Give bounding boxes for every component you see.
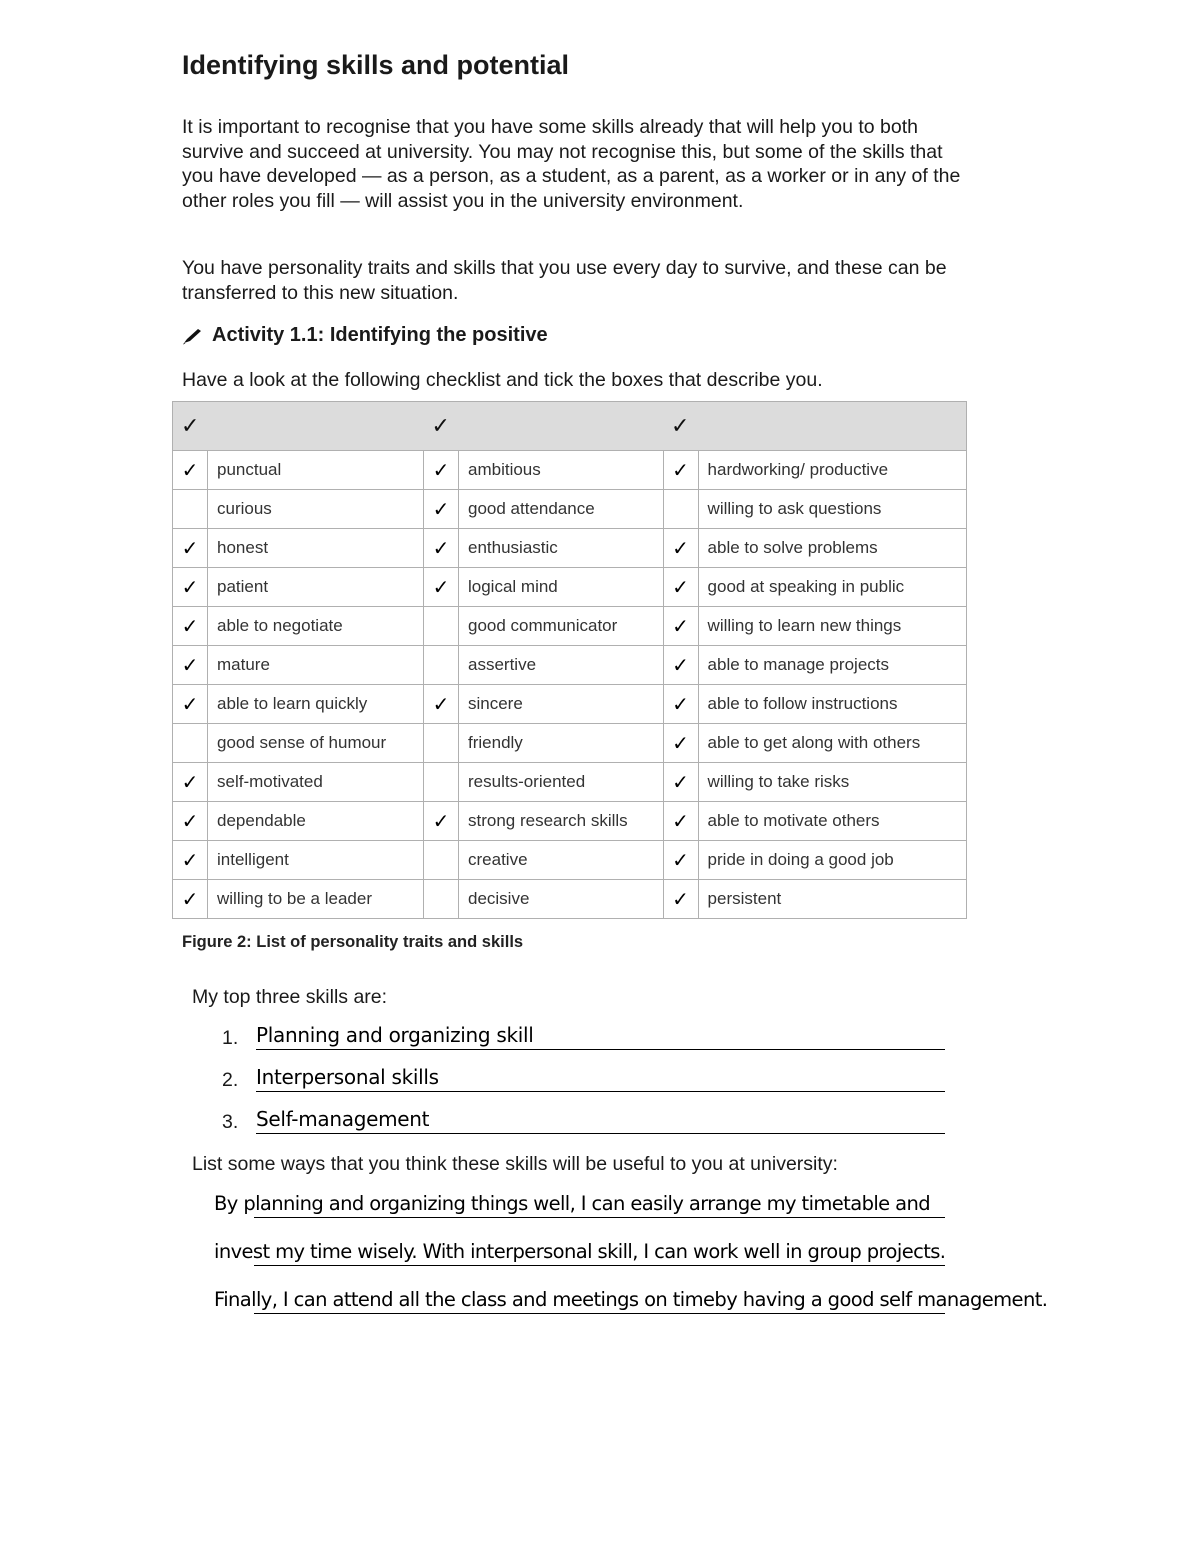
answer-underline	[254, 1313, 945, 1314]
checkmark-icon: ✓	[181, 771, 199, 794]
answer-underline	[256, 1091, 945, 1092]
checklist-row	[173, 685, 967, 724]
checkbox-cell[interactable]	[173, 724, 208, 763]
checkbox-cell[interactable]	[173, 529, 208, 568]
checkbox-cell[interactable]	[663, 880, 698, 919]
checkmark-icon: ✓	[181, 810, 199, 833]
trait-label: honest	[208, 529, 424, 568]
checkmark-icon: ✓	[672, 810, 689, 833]
checkbox-cell[interactable]	[173, 802, 208, 841]
checkmark-icon: ✓	[672, 537, 689, 560]
checkbox-cell[interactable]	[173, 490, 208, 529]
trait-label: willing to ask questions	[698, 490, 966, 529]
checkbox-cell[interactable]	[424, 607, 459, 646]
checkbox-cell[interactable]	[173, 451, 208, 490]
checkmark-icon: ✓	[432, 810, 450, 833]
skills-checklist-table	[172, 401, 967, 919]
trait-label: hardworking/ productive	[698, 451, 966, 490]
checkbox-cell[interactable]	[663, 607, 698, 646]
top-skill-number: 1.	[222, 1027, 239, 1049]
usefulness-intro: List some ways that you think these skills will be useful to you at university:	[192, 1153, 838, 1175]
pencil-icon	[182, 327, 204, 345]
checkmark-icon: ✓	[672, 771, 689, 794]
checkmark-icon: ✓	[181, 849, 199, 872]
trait-label: self-motivated	[208, 763, 424, 802]
checkbox-cell[interactable]	[424, 646, 459, 685]
answer-underline	[256, 1049, 945, 1050]
trait-label: good communicator	[459, 607, 664, 646]
checkmark-icon: ✓	[432, 537, 450, 560]
checkmark-icon: ✓	[672, 459, 689, 482]
top-skill-row-3	[222, 1100, 945, 1134]
checkmark-icon: ✓	[432, 498, 450, 521]
top-skill-number: 2.	[222, 1069, 239, 1091]
checkmark-icon: ✓	[181, 615, 199, 638]
header-tick-3: ✓	[663, 402, 966, 451]
checklist-row	[173, 607, 967, 646]
usefulness-answer-line-1[interactable]: By planning and organizing things well, I can easily arrange my timetable and	[214, 1192, 931, 1215]
trait-label: strong research skills	[459, 802, 664, 841]
trait-label: able to learn quickly	[208, 685, 424, 724]
checkbox-cell[interactable]	[663, 568, 698, 607]
checkmark-icon: ✓	[672, 576, 689, 599]
checklist-row	[173, 880, 967, 919]
checkbox-cell[interactable]	[663, 490, 698, 529]
header-tick-2: ✓	[424, 402, 664, 451]
trait-label: friendly	[459, 724, 664, 763]
trait-label: pride in doing a good job	[698, 841, 966, 880]
trait-label: punctual	[208, 451, 424, 490]
trait-label: able to follow instructions	[698, 685, 966, 724]
checkbox-cell[interactable]	[424, 724, 459, 763]
checkmark-icon: ✓	[432, 459, 450, 482]
trait-label: results-oriented	[459, 763, 664, 802]
trait-label: good attendance	[459, 490, 664, 529]
checkmark-icon: ✓	[672, 693, 689, 716]
activity-title: Activity 1.1: Identifying the positive	[212, 324, 548, 346]
checklist-header-row	[173, 402, 967, 451]
checkmark-icon: ✓	[181, 693, 199, 716]
checkmark-icon: ✓	[672, 654, 689, 677]
checkmark-icon: ✓	[181, 459, 199, 482]
checkbox-cell[interactable]	[663, 841, 698, 880]
activity-instruction: Have a look at the following checklist and tick the boxes that describe you.	[182, 369, 823, 391]
trait-label: willing to learn new things	[698, 607, 966, 646]
checkbox-cell[interactable]	[173, 607, 208, 646]
checkbox-cell[interactable]	[424, 802, 459, 841]
trait-label: assertive	[459, 646, 664, 685]
checkmark-icon: ✓	[181, 654, 199, 677]
checkbox-cell[interactable]	[173, 841, 208, 880]
checkbox-cell[interactable]	[663, 763, 698, 802]
usefulness-answer-line-2[interactable]: invest my time wisely. With interpersonal skill, I can work well in group projects.	[214, 1240, 946, 1263]
checkmark-icon: ✓	[181, 537, 199, 560]
checklist-row	[173, 568, 967, 607]
checkbox-cell[interactable]	[663, 451, 698, 490]
trait-label: persistent	[698, 880, 966, 919]
figure-caption: Figure 2: List of personality traits and skills	[182, 933, 524, 951]
checklist-row	[173, 646, 967, 685]
checkbox-cell[interactable]	[424, 490, 459, 529]
checkmark-icon: ✓	[181, 888, 199, 911]
activity-heading	[182, 324, 548, 347]
checkbox-cell[interactable]	[424, 685, 459, 724]
page-title: Identifying skills and potential	[182, 50, 570, 80]
checkbox-cell[interactable]	[173, 763, 208, 802]
checkbox-cell[interactable]	[173, 646, 208, 685]
trait-label: logical mind	[459, 568, 664, 607]
checkbox-cell[interactable]	[173, 685, 208, 724]
traits-paragraph: You have personality traits and skills that you use every day to survive, and these can be transferred to this new situation.	[182, 257, 947, 304]
answer-underline	[256, 1133, 945, 1134]
trait-label: mature	[208, 646, 424, 685]
checkbox-cell[interactable]	[663, 724, 698, 763]
checkmark-icon: ✓	[672, 732, 689, 755]
checkbox-cell[interactable]	[663, 529, 698, 568]
checklist-row	[173, 490, 967, 529]
usefulness-answer-line-3[interactable]: Finally, I can attend all the class and meetings on timeby having a good self management.	[214, 1288, 1048, 1311]
trait-label: curious	[208, 490, 424, 529]
header-tick-1: ✓	[173, 402, 424, 451]
trait-label: able to solve problems	[698, 529, 966, 568]
trait-label: willing to be a leader	[208, 880, 424, 919]
top-skill-answer[interactable]: Planning and organizing skill	[256, 1023, 534, 1047]
trait-label: enthusiastic	[459, 529, 664, 568]
checkmark-icon: ✓	[181, 576, 199, 599]
trait-label: good at speaking in public	[698, 568, 966, 607]
checkbox-cell[interactable]	[424, 763, 459, 802]
checklist-row	[173, 841, 967, 880]
trait-label: able to manage projects	[698, 646, 966, 685]
checkbox-cell[interactable]	[424, 451, 459, 490]
checkbox-cell[interactable]	[173, 880, 208, 919]
trait-label: sincere	[459, 685, 664, 724]
checklist-row	[173, 763, 967, 802]
checklist-row	[173, 724, 967, 763]
answer-underline	[254, 1217, 945, 1218]
top-skill-row-2	[222, 1058, 945, 1092]
trait-label: decisive	[459, 880, 664, 919]
trait-label: intelligent	[208, 841, 424, 880]
top-skills-intro: My top three skills are:	[192, 986, 388, 1008]
top-skill-row-1	[222, 1016, 945, 1050]
trait-label: able to motivate others	[698, 802, 966, 841]
trait-label: able to get along with others	[698, 724, 966, 763]
trait-label: dependable	[208, 802, 424, 841]
checkbox-cell[interactable]	[424, 880, 459, 919]
trait-label: good sense of humour	[208, 724, 424, 763]
checkbox-cell[interactable]	[424, 568, 459, 607]
checkbox-cell[interactable]	[424, 841, 459, 880]
checklist-row	[173, 802, 967, 841]
answer-underline	[254, 1265, 945, 1266]
checkbox-cell[interactable]	[663, 802, 698, 841]
trait-label: patient	[208, 568, 424, 607]
top-skill-answer[interactable]: Interpersonal skills	[256, 1065, 439, 1089]
checklist-row	[173, 529, 967, 568]
trait-label: willing to take risks	[698, 763, 966, 802]
trait-label: creative	[459, 841, 664, 880]
intro-paragraph: It is important to recognise that you have some skills already that will help you to both survive and succeed at university. You may not recognise this, but some of the skills that you have developed — as a person, as a student, as a parent, as a worker or in any of the other roles you fill — will assist you in the university environment.	[182, 116, 961, 212]
trait-label: able to negotiate	[208, 607, 424, 646]
checkbox-cell[interactable]	[663, 646, 698, 685]
checkmark-icon: ✓	[432, 576, 450, 599]
trait-label: ambitious	[459, 451, 664, 490]
checkbox-cell[interactable]	[424, 529, 459, 568]
top-skill-answer[interactable]: Self-management	[256, 1107, 430, 1131]
checkmark-icon: ✓	[432, 693, 450, 716]
checkmark-icon: ✓	[672, 888, 689, 911]
checkmark-icon: ✓	[672, 849, 689, 872]
checklist-row	[173, 451, 967, 490]
top-skill-number: 3.	[222, 1111, 239, 1133]
checkmark-icon: ✓	[672, 615, 689, 638]
checkbox-cell[interactable]	[173, 568, 208, 607]
checkbox-cell[interactable]	[663, 685, 698, 724]
